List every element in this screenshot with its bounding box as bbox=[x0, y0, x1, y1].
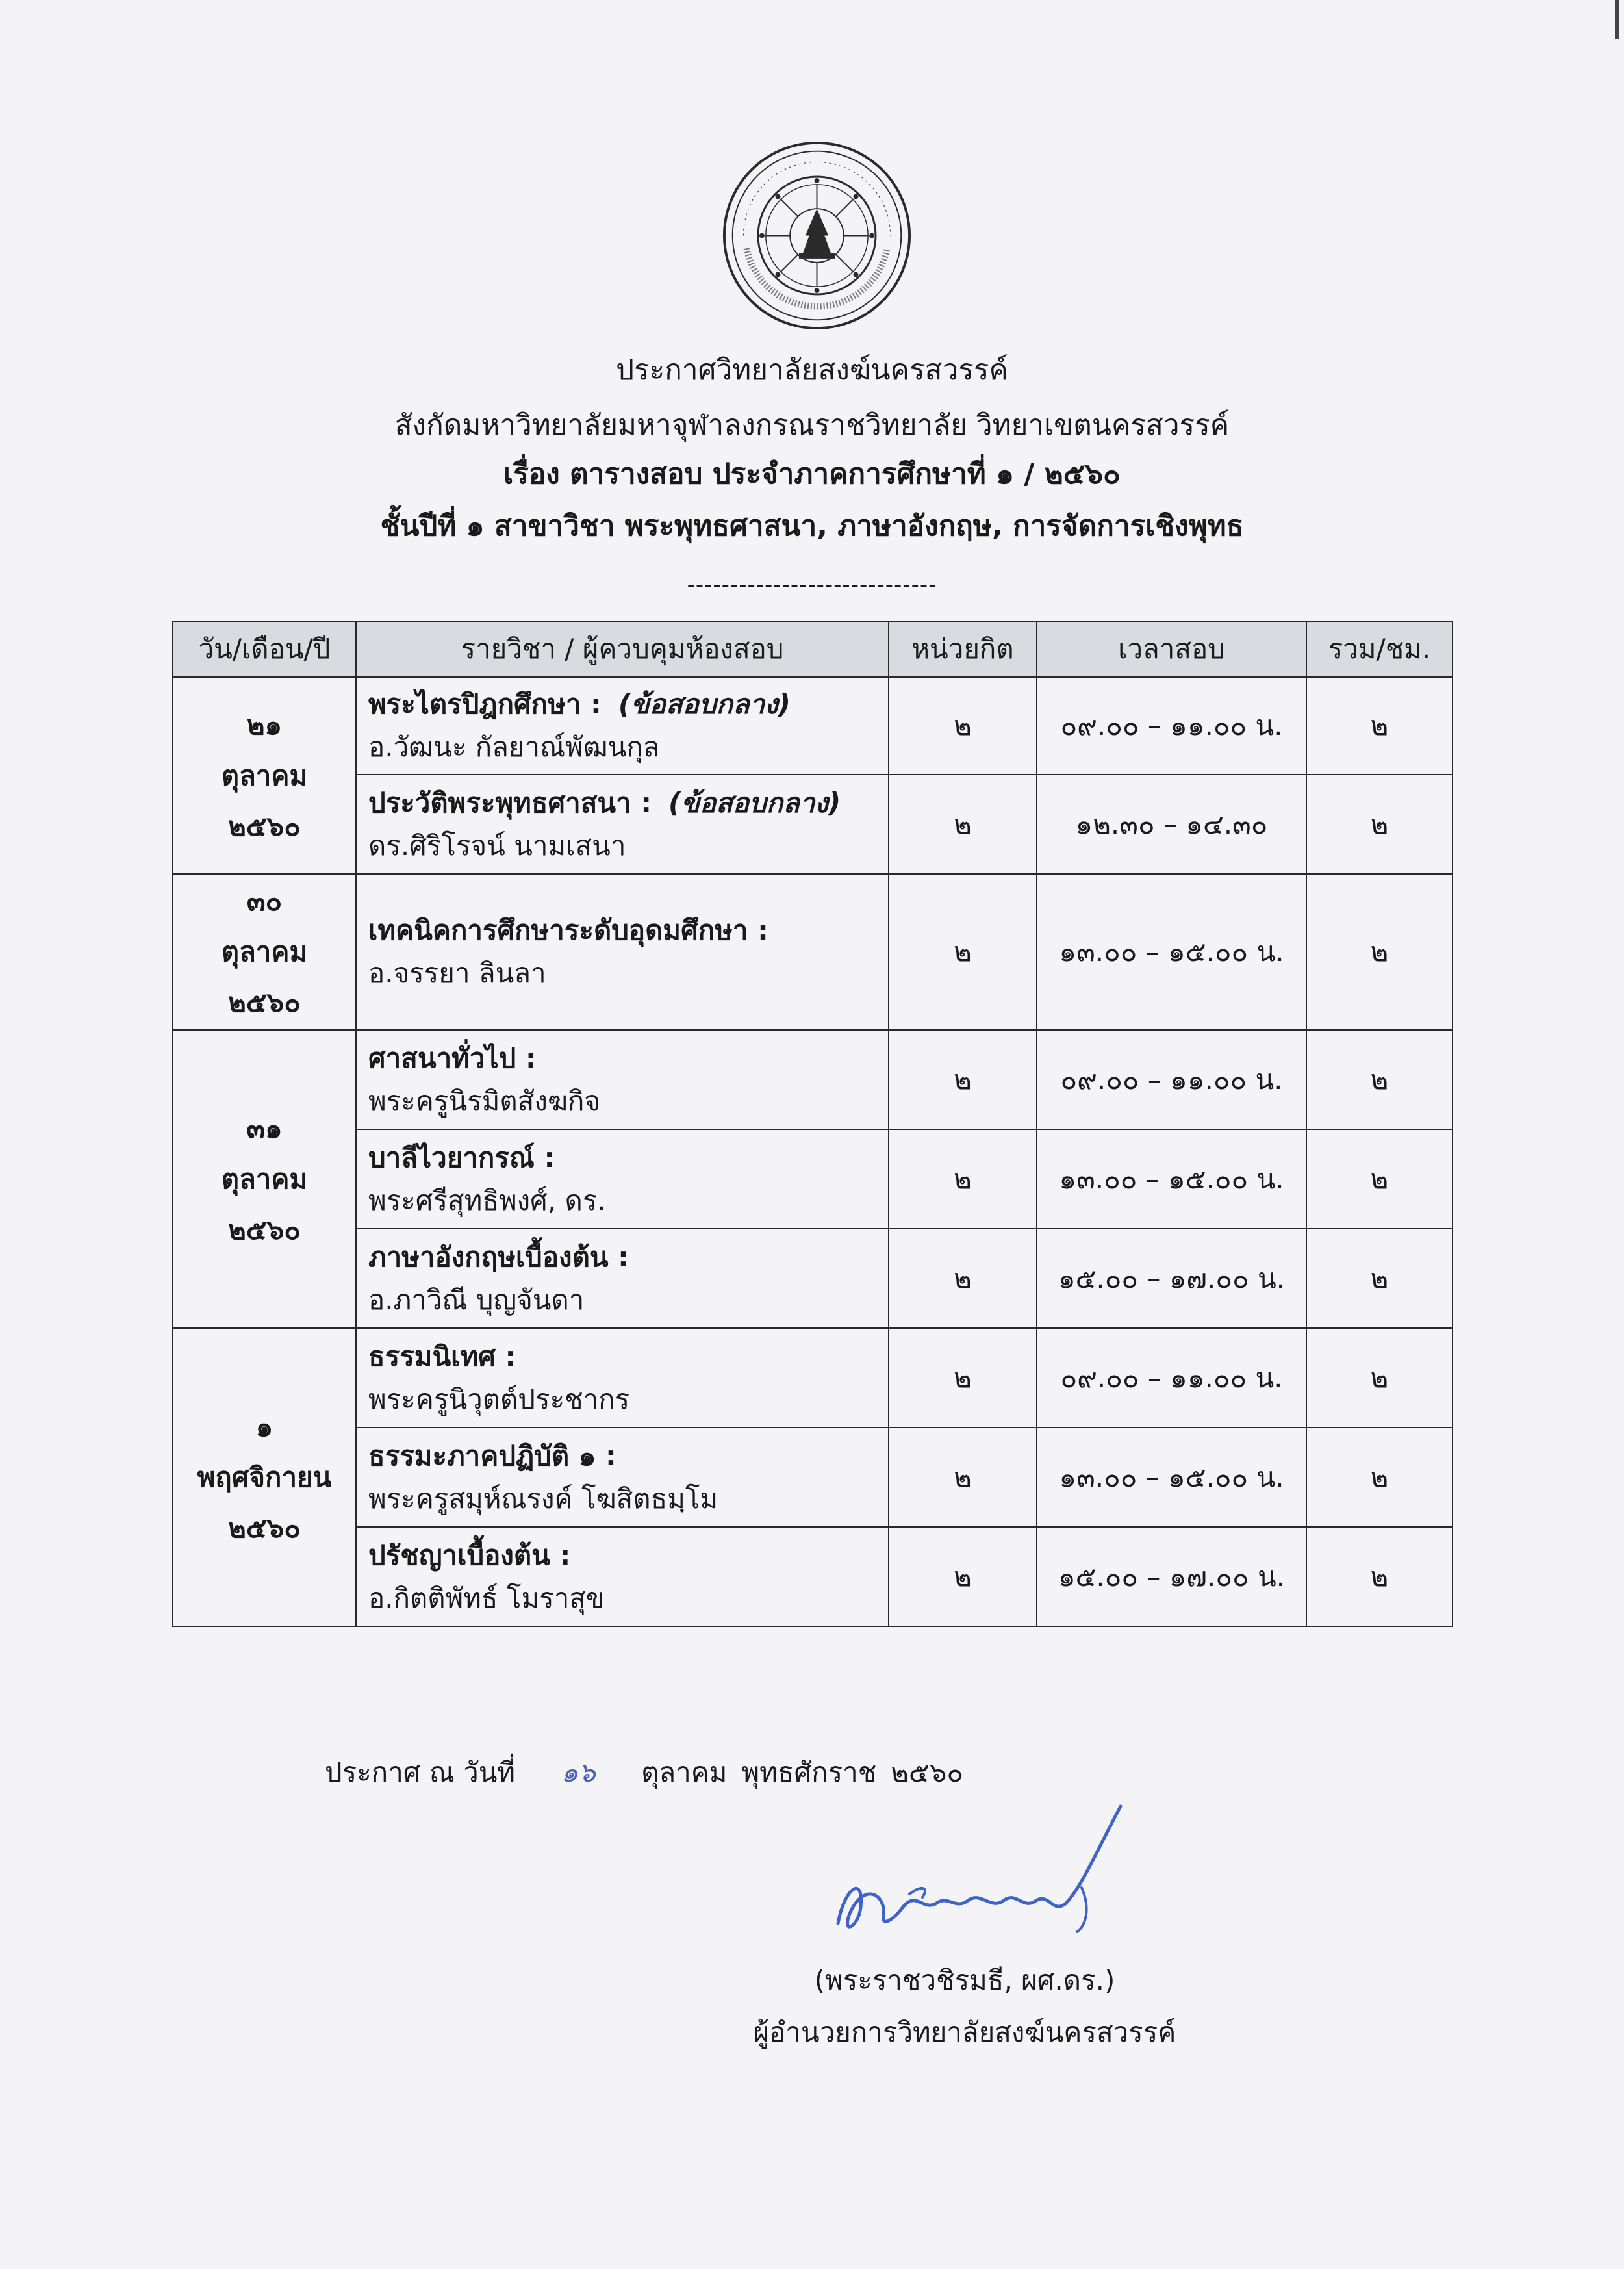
announcement-prefix: ประกาศ ณ วันที่ bbox=[325, 1756, 516, 1788]
credits-cell: ๒ bbox=[889, 1229, 1037, 1328]
proctor-name: อ.จรรยา ลินลา bbox=[368, 957, 546, 989]
scan-edge-mark bbox=[1615, 0, 1619, 39]
university-seal-icon bbox=[721, 140, 913, 331]
time-cell: ๐๙.๐๐ – ๑๑.๐๐ น. bbox=[1037, 677, 1306, 775]
date-cell bbox=[173, 1328, 356, 1626]
subject-cell bbox=[356, 1229, 889, 1328]
date-year: ๒๕๖๐ bbox=[228, 810, 301, 842]
date-cell bbox=[173, 874, 356, 1030]
date-year: ๒๕๖๐ bbox=[228, 1213, 301, 1246]
date-day: ๑ bbox=[255, 1410, 273, 1442]
table-row bbox=[173, 1527, 1453, 1626]
subject-cell bbox=[356, 677, 889, 775]
column-header-credits: หน่วยกิต bbox=[889, 621, 1037, 677]
date-day: ๓๐ bbox=[246, 885, 283, 917]
subject-cell bbox=[356, 775, 889, 874]
date-day: ๒๑ bbox=[246, 708, 283, 741]
date-day: ๓๑ bbox=[246, 1112, 283, 1144]
subject-cell bbox=[356, 1527, 889, 1626]
credits-cell: ๒ bbox=[889, 1129, 1037, 1229]
time-cell: ๐๙.๐๐ – ๑๑.๐๐ น. bbox=[1037, 1328, 1306, 1428]
proctor-name: พระครูนิรมิตสังฆกิจ bbox=[368, 1084, 601, 1117]
hours-cell: ๒ bbox=[1306, 775, 1453, 874]
credits-cell: ๒ bbox=[889, 775, 1037, 874]
time-cell: ๑๓.๐๐ – ๑๕.๐๐ น. bbox=[1037, 1428, 1306, 1527]
subject-title: ปรัชญาเบื้องต้น : bbox=[368, 1539, 571, 1571]
subject-title: เทคนิคการศึกษาระดับอุดมศึกษา : bbox=[368, 914, 768, 946]
table-row bbox=[173, 1428, 1453, 1527]
announcement-day-handwritten: ๑๖ bbox=[561, 1756, 596, 1788]
table-row bbox=[173, 874, 1453, 1030]
proctor-name: อ.ภาวิณี บุญจันดา bbox=[368, 1283, 585, 1316]
subject-title: บาลีไวยากรณ์ : bbox=[368, 1141, 555, 1173]
hours-cell: ๒ bbox=[1306, 1527, 1453, 1626]
credits-cell: ๒ bbox=[889, 1328, 1037, 1428]
signer-title: ผู้อำนวยการวิทยาลัยสงฆ์นครสวรรค์ bbox=[753, 2016, 1176, 2048]
subject-cell bbox=[356, 1030, 889, 1129]
subject-note: (ข้อสอบกลาง) bbox=[668, 786, 841, 819]
proctor-name: อ.กิตติพัทธ์ โมราสุข bbox=[368, 1582, 605, 1614]
announcement-era: พุทธศักราช bbox=[741, 1756, 877, 1788]
announcement-year: ๒๕๖๐ bbox=[891, 1756, 964, 1788]
credits-cell: ๒ bbox=[889, 677, 1037, 775]
credits-cell: ๒ bbox=[889, 1030, 1037, 1129]
date-month: ตุลาคม bbox=[221, 936, 308, 968]
header-line-4: ชั้นปีที่ ๑ สาขาวิชา พระพุทธศาสนา, ภาษาอังกฤษ, การจัดการเชิงพุทธ bbox=[380, 509, 1244, 543]
time-cell: ๑๓.๐๐ – ๑๕.๐๐ น. bbox=[1037, 1129, 1306, 1229]
subject-title: ภาษาอังกฤษเบื้องต้น : bbox=[368, 1240, 629, 1273]
table-row bbox=[173, 1030, 1453, 1129]
signer-name: (พระราชวชิรมธี, ผศ.ดร.) bbox=[814, 1964, 1115, 1996]
proctor-name: ดร.ศิริโรจน์ นามเสนา bbox=[368, 829, 626, 862]
time-cell: ๑๓.๐๐ – ๑๕.๐๐ น. bbox=[1037, 874, 1306, 1030]
hours-cell: ๒ bbox=[1306, 1328, 1453, 1428]
table-row bbox=[173, 677, 1453, 775]
proctor-name: พระครูสมุห์ณรงค์ โฆสิตธมฺโม bbox=[368, 1482, 718, 1515]
date-month: ตุลาคม bbox=[221, 759, 308, 791]
hours-cell: ๒ bbox=[1306, 874, 1453, 1030]
exam-schedule-table bbox=[172, 621, 1453, 1627]
hours-cell: ๒ bbox=[1306, 1428, 1453, 1527]
date-cell bbox=[173, 1030, 356, 1328]
subject-title: ธรรมะภาคปฏิบัติ ๑ : bbox=[368, 1439, 616, 1472]
announcement-date-line bbox=[325, 1751, 978, 1794]
date-year: ๒๕๖๐ bbox=[228, 1511, 301, 1544]
credits-cell: ๒ bbox=[889, 874, 1037, 1030]
hours-cell: ๒ bbox=[1306, 1229, 1453, 1328]
table-row bbox=[173, 1229, 1453, 1328]
subject-cell bbox=[356, 1328, 889, 1428]
time-cell: ๑๒.๓๐ – ๑๔.๓๐ bbox=[1037, 775, 1306, 874]
table-row bbox=[173, 775, 1453, 874]
column-header-hours: รวม/ชม. bbox=[1306, 621, 1453, 677]
header-line-1: ประกาศวิทยาลัยสงฆ์นครสวรรค์ bbox=[616, 353, 1008, 387]
table-header-row bbox=[173, 621, 1453, 677]
header-line-3: เรื่อง ตารางสอบ ประจำภาคการศึกษาที่ ๑ / ๒๕๖๐ bbox=[503, 457, 1121, 491]
date-cell bbox=[173, 677, 356, 874]
date-month: พฤศจิกายน bbox=[197, 1461, 332, 1493]
subject-cell bbox=[356, 1428, 889, 1527]
header-divider: ----------------------------- bbox=[687, 572, 937, 598]
column-header-time: เวลาสอบ bbox=[1037, 621, 1306, 677]
hours-cell: ๒ bbox=[1306, 677, 1453, 775]
table-row bbox=[173, 1129, 1453, 1229]
subject-title: ศาสนาทั่วไป : bbox=[368, 1042, 537, 1074]
date-month: ตุลาคม bbox=[221, 1162, 308, 1195]
proctor-name: พระศรีสุทธิพงศ์, ดร. bbox=[368, 1184, 606, 1216]
subject-cell bbox=[356, 1129, 889, 1229]
subject-title: ธรรมนิเทศ : bbox=[368, 1340, 516, 1372]
time-cell: ๐๙.๐๐ – ๑๑.๐๐ น. bbox=[1037, 1030, 1306, 1129]
column-header-date: วัน/เดือน/ปี bbox=[173, 621, 356, 677]
time-cell: ๑๕.๐๐ – ๑๗.๐๐ น. bbox=[1037, 1229, 1306, 1328]
hours-cell: ๒ bbox=[1306, 1129, 1453, 1229]
date-year: ๒๕๖๐ bbox=[228, 986, 301, 1018]
time-cell: ๑๕.๐๐ – ๑๗.๐๐ น. bbox=[1037, 1527, 1306, 1626]
subject-cell bbox=[356, 874, 889, 1030]
handwritten-signature bbox=[825, 1797, 1137, 1953]
announcement-month: ตุลาคม bbox=[641, 1756, 728, 1788]
credits-cell: ๒ bbox=[889, 1428, 1037, 1527]
column-header-subject: รายวิชา / ผู้ควบคุมห้องสอบ bbox=[356, 621, 889, 677]
header-line-2: สังกัดมหาวิทยาลัยมหาจุฬาลงกรณราชวิทยาลัย วิทยาเขตนครสวรรค์ bbox=[394, 409, 1230, 442]
subject-note: (ข้อสอบกลาง) bbox=[618, 688, 791, 720]
credits-cell: ๒ bbox=[889, 1527, 1037, 1626]
hours-cell: ๒ bbox=[1306, 1030, 1453, 1129]
table-row bbox=[173, 1328, 1453, 1428]
proctor-name: พระครูนิวุตต์ประชากร bbox=[368, 1383, 630, 1415]
proctor-name: อ.วัฒนะ กัลยาณ์พัฒนกุล bbox=[368, 731, 660, 763]
subject-title: ประวัติพระพุทธศาสนา : bbox=[368, 786, 652, 819]
subject-title: พระไตรปิฎกศึกษา : bbox=[368, 688, 602, 720]
